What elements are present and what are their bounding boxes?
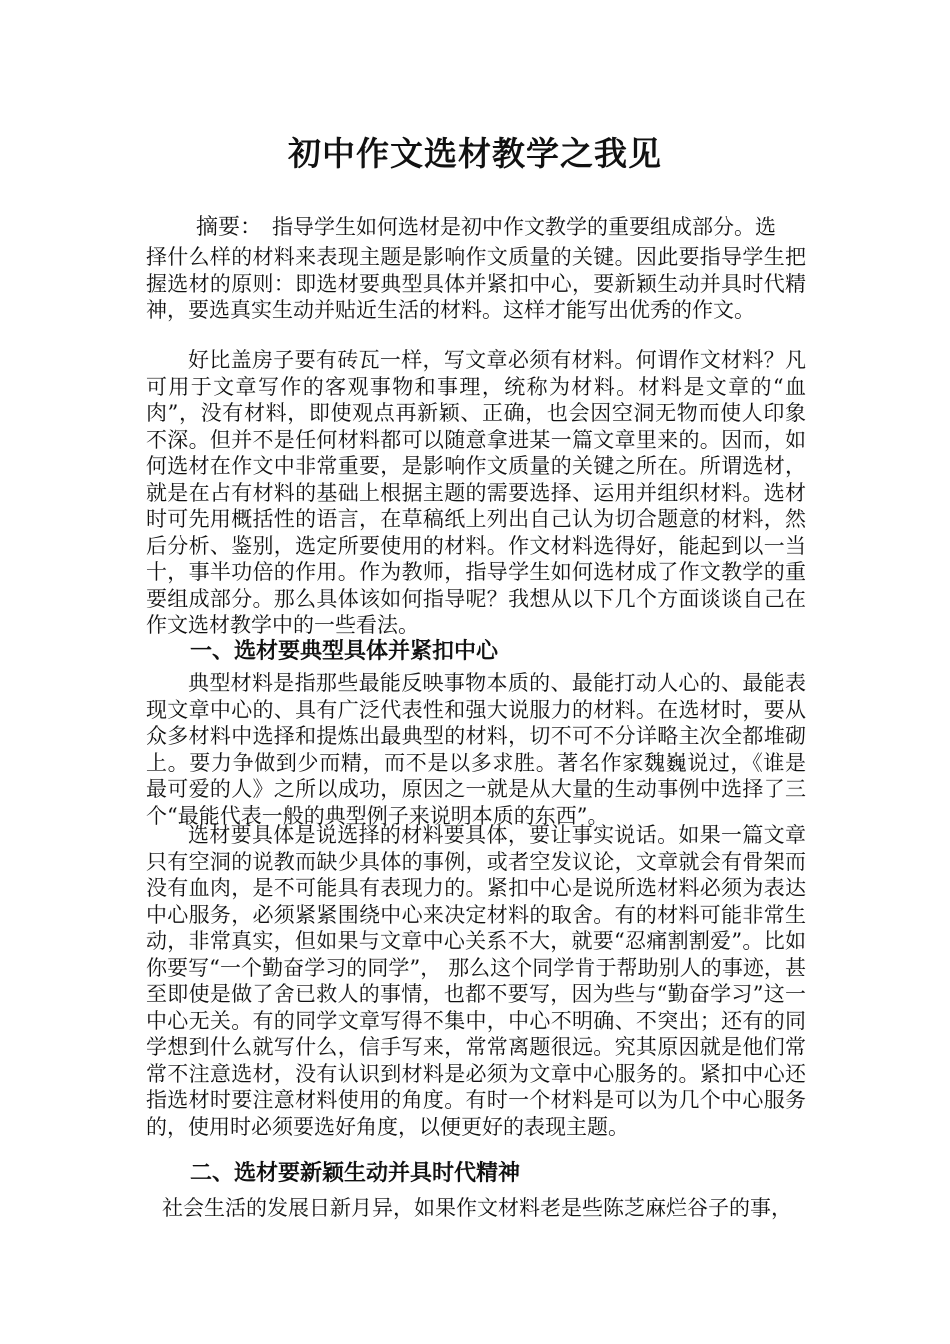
section-heading-1: 一、选材要典型具体并紧扣中心 bbox=[190, 639, 499, 664]
abstract-first-text: 指导学生如何选材是初中作文教学的重要组成部分。选 bbox=[272, 215, 777, 239]
section1-paragraph-1: 典型材料是指那些最能反映事物本质的、最能打动人心的、最能表现文章中心的、具有广泛代表性和强大说服力的材料。在选材时，要从众多材料中选择和提炼出最典型的材料，切不可不分详略主次全都堆砌上。要力争做到少而精，而不是以多求胜。著名作家魏巍说过，《谁是最可爱的人》之所以成功，原因之一就是从大量的生动事例中选择了三个“最能代表一般的典型例子来说明本质的东西”。 bbox=[146, 671, 806, 828]
abstract-continuation: 择什么样的材料来表现主题是影响作文质量的关键。因此要指导学生把握选材的原则：即选材要典型具体并紧扣中心，要新颖生动并具时代精神，要选真实生动并贴近生活的材料。这样才能写出优秀的作文。 bbox=[146, 245, 806, 322]
document-title: 初中作文选材教学之我见 bbox=[288, 134, 662, 173]
abstract-label: 摘要： bbox=[196, 215, 263, 240]
section-heading-2: 二、选材要新颖生动并具时代精神 bbox=[190, 1161, 521, 1186]
intro-paragraph: 好比盖房子要有砖瓦一样，写文章必须有材料。何谓作文材料？凡可用于文章写作的客观事物和事理，统称为材料。材料是文章的“血肉”，没有材料，即使观点再新颖、正确，也会因空洞无物而使人印象不深。但并不是任何材料都可以随意拿进某一篇文章里来的。因而，如何选材在作文中非常重要，是影响作文质量的关键之所在。所谓选材，就是在占有材料的基础上根据主题的需要选择、运用并组织材料。选材时可先用概括性的语言，在草稿纸上列出自己认为切合题意的材料，然后分析、鉴别，选定所要使用的材料。作文材料选得好，能起到以一当十，事半功倍的作用。作为教师，指导学生如何选材成了作文教学的重要组成部分。那么具体该如何指导呢？我想从以下几个方面谈谈自己在作文选材教学中的一些看法。 bbox=[146, 348, 806, 637]
section1-paragraph-2: 选材要具体是说选择的材料要具体，要让事实说话。如果一篇文章只有空洞的说教而缺少具体的事例，或者空发议论，文章就会有骨架而没有血肉，是不可能具有表现力的。紧扣中心是说所选材料必须为表达中心服务，必须紧紧围绕中心来决定材料的取舍。有的材料可能非常生动，非常真实，但如果与文章中心关系不大，就要“忍痛割割爱”。比如你要写“一个勤奋学习的同学”， 那么这个同学肯于帮助别人的事迹，甚至即使是做了舍已救人的事情，也都不要写，因为些与“勤奋学习”这一中心无关。有的同学文章写得不集中，中心不明确、不突出；还有的同学想到什么就写什么，信手写来，常常离题很远。究其原因就是他们常常不注意选材，没有认识到材料是必须为文章中心服务的。紧扣中心还指选材时要注意材料使用的角度。有时一个材料是可以为几个中心服务的，使用时必须要选好角度，以便更好的表现主题。 bbox=[146, 823, 806, 1139]
abstract-first-line bbox=[196, 210, 776, 241]
section2-paragraph-1: 社会生活的发展日新月异，如果作文材料老是些陈芝麻烂谷子的事， bbox=[162, 1196, 792, 1220]
